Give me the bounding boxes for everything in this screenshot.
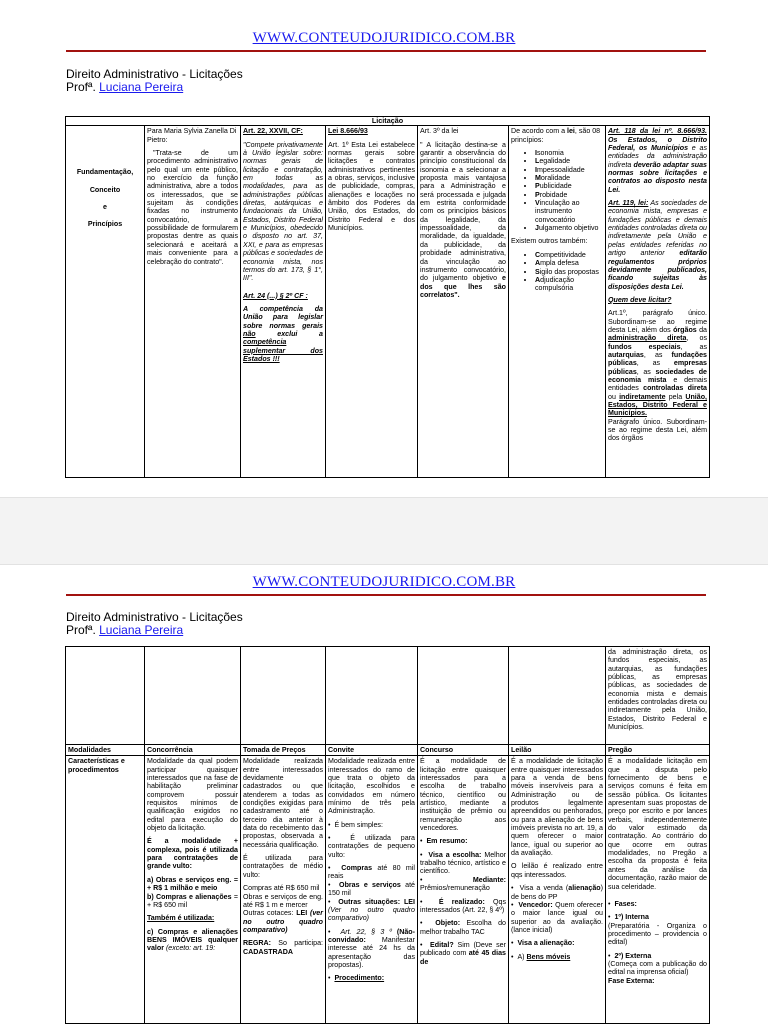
list-item: • Moralidade [535, 174, 603, 182]
continuation-cell: da administração direta, os fundos especiais, as autarquias, as fundações públicas, as empresas públicas, as sociedades de economia mista e demais entidades controladas direta ou indiretamente pela União, Estados, Distrito Federal e Municípios. [606, 647, 710, 745]
cf2-a: A competência da União para legislar sobre normas gerais [243, 304, 323, 330]
cf-head2: Art. 24 (...) § 2º CF : [243, 291, 308, 300]
outros-intro: Existem outros também: [511, 237, 588, 246]
outros-list [511, 251, 603, 293]
cf2-d: competência suplementar dos Estados !!! [243, 338, 323, 363]
quem-deve-licitar: Quem deve licitar? [608, 295, 672, 304]
list-item: • Publicidade [535, 182, 603, 190]
cell-concurso: É a modalidade de licitação entre quaisquer interessados para a escolha de trabalho técnico, científico ou artístico, mediante a instituição de prêmio ou remuneração aos vencedores. • Em resumo: • Visa a escolha: Melhor trabalho técnico, artístico e científico. • Mediante: Prêmios/remuneração • É realizado: Qqs interessados (Art. 22, § 4º) • Objeto: Escolha do melhor trabalho TAC • Edital? Sim (Deve ser publicado com até 45 dias de [418, 756, 509, 1024]
art3-b: e dos que lhes são correlatos". [420, 274, 506, 299]
empty-cell [145, 647, 241, 745]
doc-title: Direito Administrativo - Licitações [66, 67, 243, 81]
header-leilao: Leilão [509, 745, 606, 756]
header-modalidades: Modalidades [66, 745, 145, 756]
art1-paragrafo: Art.1º, parágrafo único. Subordinam-se ao regime desta Lei, além dos órgãos da administração direta, os fundos especiais, as autarquias, as fundações públicas, as empresas públicas, as sociedades de economia mista e demais entidades controladas direta ou indiretamente pela União, Estados, Distrito Federal e Municípios. [608, 309, 708, 418]
list-item: • Legalidade [535, 157, 603, 165]
label-caracteristicas: Características e procedimentos [66, 756, 145, 1024]
cf-text2 [243, 305, 323, 363]
principios-list [511, 149, 603, 232]
cell-tomada: Modalidade realizada entre interessados devidamente cadastrados ou que atenderem a todas as condições exigidas para cadastramento até o terceiro dia anterior à data do recebimento das propostas, observada a necessária qualificação. É utilizada para contratações de médio vulto: Compras até R$ 650 mil Obras e serviços de eng. até R$ 1 m e mercer Outras cotaces: LEI (ver no outro quadro comparativo) REGRA: So participa: CADASTRADA [241, 756, 326, 1024]
site-link-2[interactable]: WWW.CONTEUDOJURIDICO.COM.BR [252, 574, 516, 590]
cell-pregao: É a modalidade licitação em que a disputa pelo fornecimento de bens e serviços comuns é feita em sessão pública. Os licitantes apresentam suas propostas de preço por escrito e por lances verbais, independentemente do valor estimado da contratação. Ao contrário do que ocorre em outras modalidades, no Pregão a escolha da proposta é feita antes da análise da documentação, razão maior de sua celeridade. • Fases: • 1º) Interna (Preparatória - Organiza o procedimento – providencia o edital) • 2º) Externa (Começa com a publicação do edital na imprensa oficial) Fase Externa: [606, 756, 710, 1024]
empty-cell [241, 647, 326, 745]
cell-art118 [606, 126, 710, 478]
cell-art3 [418, 126, 509, 478]
list-item: • Sigilo das propostas [535, 268, 603, 276]
di-pietro-intro: Para Maria Sylvia Zanella Di Pietro: [147, 127, 237, 144]
art119: Art. 119, lei: As sociedades de economia mista, empresas e fundações públicas e demais entidades controladas direta ou indiretamente pela União e pelas entidades referidas no artigo anterior editarão regulamentos próprios devidamente publicados, ficando sujeitas às disposições desta Lei. [608, 199, 708, 291]
empty-cell [418, 647, 509, 745]
empty-cell [509, 647, 606, 745]
header-concorrencia: Concorrência [145, 745, 241, 756]
doc-title-2: Direito Administrativo - Licitações [66, 610, 243, 624]
list-item: • Probidade [535, 191, 603, 199]
pi-a: De acordo com a [511, 127, 567, 136]
list-item: • Competitividade [535, 251, 603, 259]
cell-cf [241, 126, 326, 478]
prof-prefix: Profª. [66, 623, 100, 637]
art3-a: " A licitação destina-se a garantir a observância do princípio constitucional da isonomia e a selecionar a proposta mais vantajosa para a Administração e será processada e julgada em estrita conformidade com os princípios básicos da legalidade, da impessoalidade, da moralidade, da igualdade, da publicidade, da probidade administrativa, da vinculação ao instrumento convocatório, do julgamento objetivo [420, 140, 506, 283]
pi-c: , são 08 princípios: [511, 127, 601, 144]
empty-cell [66, 647, 145, 745]
lei-head: Lei 8.666/93 [328, 127, 368, 136]
art118: Art. 118 da lei nº. 8.666/93. Os Estados, o Distrito Federal, os Municípios e as entidades da administração indireta deverão adaptar suas normas sobre licitações e contratos ao disposto nesta Lei. [608, 127, 708, 194]
page-gap [0, 497, 768, 565]
prof-link-2[interactable]: Luciana Pereira [99, 623, 184, 637]
table-caption: Licitação [66, 117, 710, 126]
site-link[interactable]: WWW.CONTEUDOJURIDICO.COM.BR [252, 30, 516, 46]
list-item: • Adjudicação compulsória [535, 276, 603, 293]
principios-intro [511, 127, 603, 144]
di-pietro-quote: "Trata-se de um procedimento administrativo pelo qual um ente público, no exercício da função administrativa, abre a todos os interessados, que se sujeitam às condições fixadas no instrumento convocatório, a possibilidade de formularem propostas dentre as quais selecionará e aceitará a mais conveniente para a celebração do contrato". [147, 149, 238, 266]
list-item: • Ampla defesa [535, 259, 603, 267]
cell-di-pietro [145, 126, 241, 478]
header-convite: Convite [326, 745, 418, 756]
cf-text: "Compete privativamente à União legislar sobre: normas gerais de licitação e contratação, em todas as modalidades, para as administrações públicas diretas, autárquicas e fundacionais da União, Estados, Distrito Federal e Municípios, obedecido o disposto no art. 37, XXI, e para as empresas públicas e sociedades de economia mista, nos termos do art. 173, § 1°, III". [243, 140, 323, 283]
empty-cell [326, 647, 418, 745]
cf2-c: exclui a [255, 329, 323, 338]
pi-b: lei [567, 127, 575, 136]
label-fundamentacao: Fundamentação, [76, 168, 134, 177]
cell-concorrencia: Modalidade da qual podem participar quaisquer interessados que na fase de habilitação preliminar comprovem possuir requisitos mínimos de qualificação exigidos no edital para execução do objeto da licitação. É a modalidade + complexa, pois é utilizada para contratações de grande vulto: a) Obras e serviços eng. = + R$ 1 milhão e meio b) Compras e alienações = + R$ 650 mil Também é utilizada: c) Compras e alienações BENS IMÓVEIS qualquer valor (exceto: art. 19: [145, 756, 241, 1024]
header-tomada: Tomada de Preços [241, 745, 326, 756]
header-concurso: Concurso [418, 745, 509, 756]
cf2-b: não [243, 329, 256, 338]
cell-lei [326, 126, 418, 478]
header-rule [66, 50, 706, 52]
list-item: • Julgamento objetivo [535, 224, 603, 232]
lei-text: Art. 1º Esta Lei estabelece normas gerais sobre licitações e contratos administrativos pertinentes a obras, serviços, inclusive de publicidade, compras, alienações e locações no âmbito dos Poderes da União, dos Estados, do Distrito Federal e dos Municípios. [328, 140, 415, 233]
cf-head: Art. 22, XXVII, CF: [243, 127, 303, 136]
label-e: e [103, 203, 107, 212]
list-item: • Isonomia [535, 149, 603, 157]
licitacao-table [65, 116, 710, 478]
paragrafo-unico: Parágrafo único. Subordinam-se ao regime desta Lei, além dos órgãos [608, 417, 708, 443]
cell-principios [509, 126, 606, 478]
art3-text [420, 141, 506, 300]
doc-professor [66, 80, 183, 94]
label-principios: Princípios [87, 220, 123, 229]
prof-prefix: Profª. [66, 80, 100, 94]
list-item: • Vinculação ao instrumento convocatório [535, 199, 603, 224]
cell-convite: Modalidade realizada entre interessados do ramo de que trata o objeto da licitação, escolhidos e convidados em número mínimo de três pela Administração. • É bem simples: • É utilizada para contratações de pequeno vulto: • Compras até 80 mil reais • Obras e serviços até 150 mil • Outras situações: LEI (Ver no outro quadro comparativo) • Art. 22, § 3 º (Não-convidado: Manifestar interesse até 24 hs da apresentação das propostas). • Procedimento: [326, 756, 418, 1024]
row-label [66, 126, 145, 478]
doc-professor-2 [66, 623, 183, 637]
modalidades-table [65, 646, 710, 1024]
cell-leilao: É a modalidade de licitação entre quaisquer interessados para a venda de bens móveis inservíveis para a Administração ou de produtos legalmente apreendidos ou penhorados, ou para a alienação de bens imóveis prevista no art. 19, a quem oferecer o maior lance, igual ou superior ao da avaliação. O leilão é realizado entre qqs interessados. • Visa a venda (alienação) de bens do PP • Vencedor: Quem oferecer o maior lance igual ou superior ao da avaliação. (lance inicial) • Visa a alienação: • A) Bens móveis [509, 756, 606, 1024]
header-pregao: Pregão [606, 745, 710, 756]
header-rule-2 [66, 594, 706, 596]
prof-link[interactable]: Luciana Pereira [99, 80, 184, 94]
list-item: • Impessoalidade [535, 166, 603, 174]
label-conceito: Conceito [89, 185, 121, 194]
art3-head: Art. 3º da lei [420, 127, 459, 136]
